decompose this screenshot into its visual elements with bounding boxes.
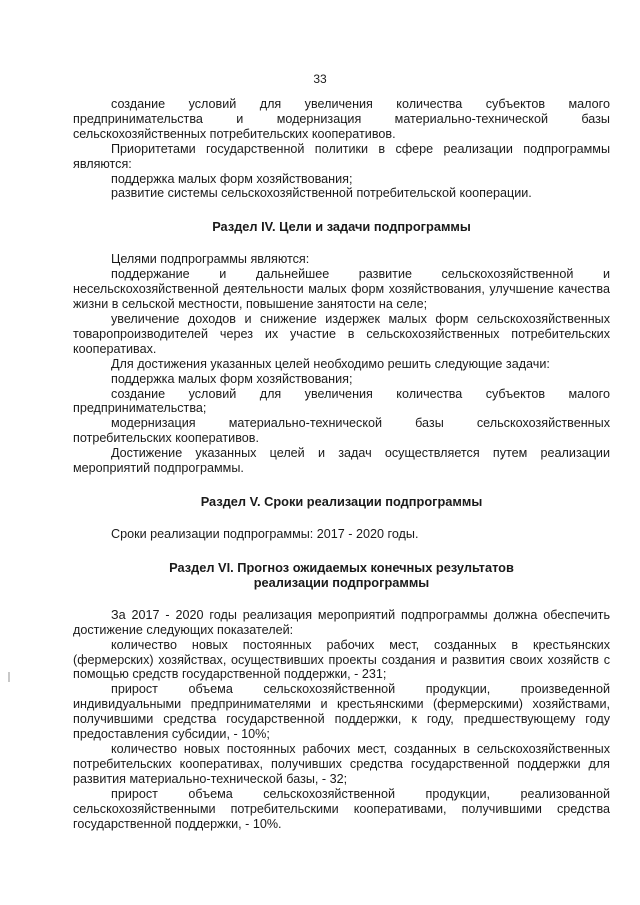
paragraph: количество новых постоянных рабочих мест, созданных в сельскохозяйственных потребительских кооперативах, получивших средства государственной поддержки для развития материально-технической базы, - 32; [73, 742, 610, 786]
paragraph: Для достижения указанных целей необходимо решить следующие задачи: [111, 356, 550, 371]
paragraph: Сроки реализации подпрограммы: 2017 - 2020 годы. [111, 526, 419, 541]
scan-mark [8, 672, 10, 682]
section-heading-line2: реализации подпрограммы [253, 574, 430, 590]
section-heading: Раздел VI. Прогноз ожидаемых конечных результатов [169, 559, 514, 575]
section-heading: Раздел V. Сроки реализации подпрограммы [200, 493, 483, 509]
paragraph: прирост объема сельскохозяйственной продукции, произведенной индивидуальными предпринимателями и крестьянскими (фермерскими) хозяйствами, получившими средства государственной поддержки, к году, предшествующему году предоставления субсидии, - 10%; [73, 682, 610, 742]
paragraph: Целями подпрограммы являются: [111, 252, 310, 267]
paragraph: За 2017 - 2020 годы реализация мероприятий подпрограммы должна обеспечить достижение следующих показателей: [73, 607, 610, 637]
page-number: 33 [313, 72, 327, 86]
paragraph: модернизация материально-технической базы сельскохозяйственных потребительских кооперативов. [73, 416, 610, 446]
page-content [73, 97, 610, 831]
section-heading: Раздел IV. Цели и задачи подпрограммы [212, 219, 471, 235]
paragraph: количество новых постоянных рабочих мест, созданных в крестьянских (фермерских) хозяйствах, осуществивших проекты создания и развития своих хозяйств с помощью средств государственной поддержки, - 231; [73, 637, 610, 682]
paragraph: поддержка малых форм хозяйствования; [111, 371, 353, 386]
paragraph: поддержка малых форм хозяйствования; [111, 171, 353, 186]
paragraph: поддержание и дальнейшее развитие сельскохозяйственной и несельскохозяйственной деятельности малых форм хозяйствования, улучшение качества жизни в сельской местности, повышение занятости на селе; [73, 267, 610, 312]
paragraph: создание условий для увеличения количества субъектов малого предпринимательства; [73, 386, 610, 416]
paragraph: прирост объема сельскохозяйственной продукции, реализованной сельскохозяйственными потребительскими кооперативами, получившими средства государственной поддержки, - 10%. [73, 786, 610, 831]
paragraph: развитие системы сельскохозяйственной потребительской кооперации. [111, 186, 532, 201]
paragraph: создание условий для увеличения количества субъектов малого предпринимательства и модернизация материально-технической базы сельскохозяйственных потребительских кооперативов. [73, 97, 610, 141]
paragraph: Приоритетами государственной политики в сфере реализации подпрограммы являются: [73, 141, 610, 171]
paragraph: увеличение доходов и снижение издержек малых форм сельскохозяйственных товаропроизводителей через их участие в сельскохозяйственных потребительских кооперативах. [73, 311, 610, 356]
paragraph: Достижение указанных целей и задач осуществляется путем реализации мероприятий подпрограммы. [73, 446, 610, 476]
